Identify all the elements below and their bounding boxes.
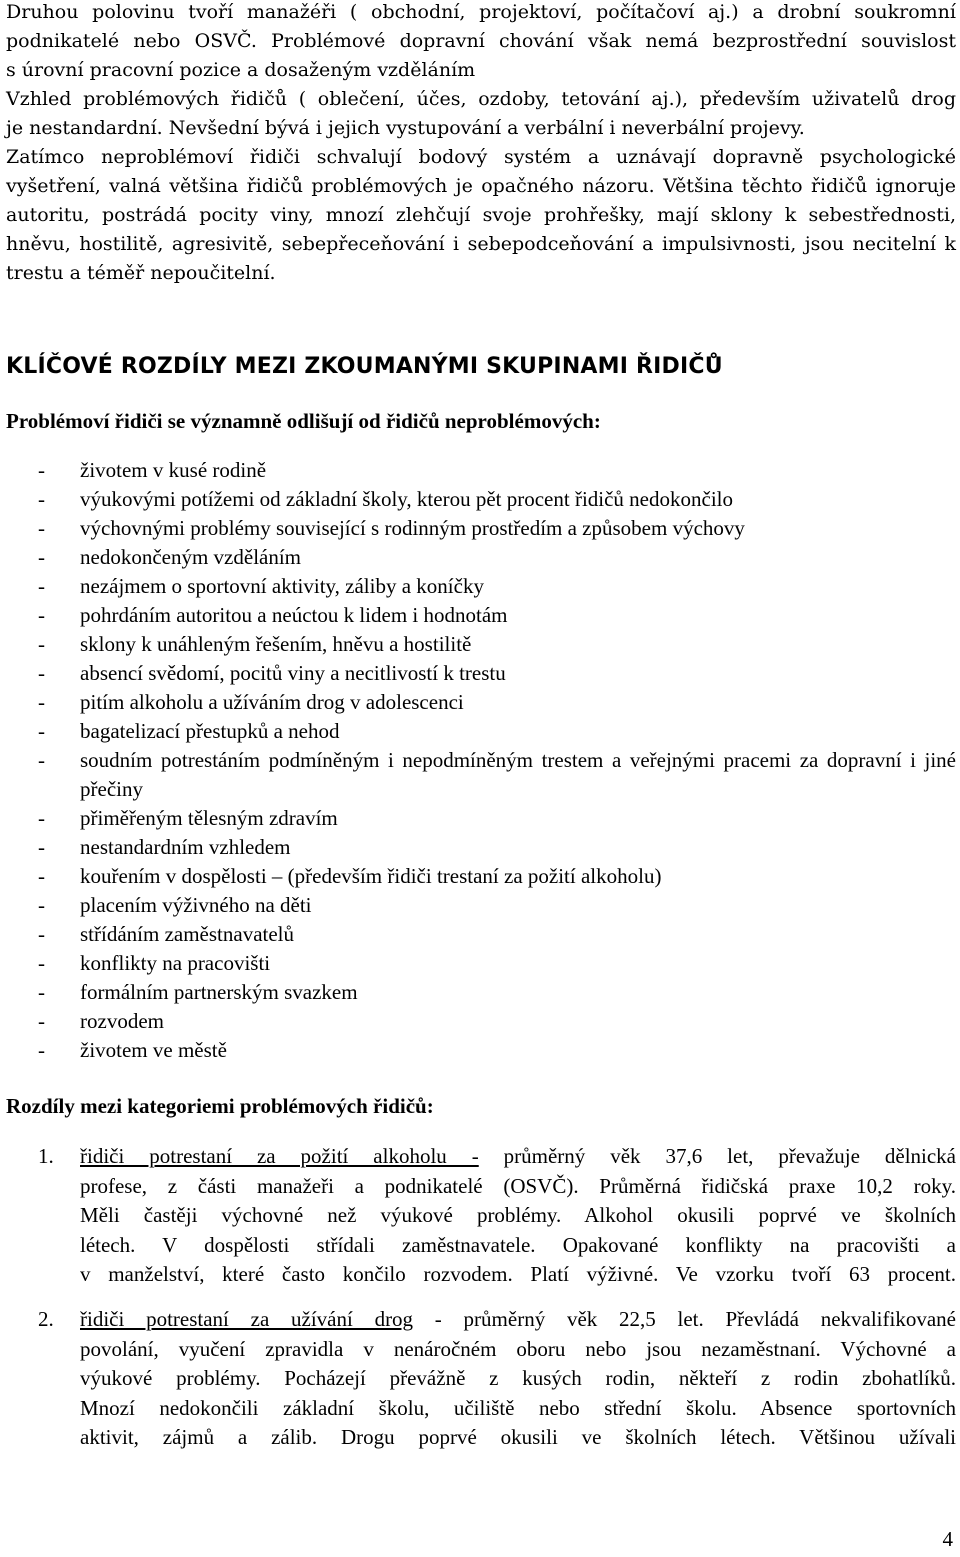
category-item: 1. řidiči potrestaní za požití alkoholu - průměrný věk 37,6 let, převažuje dělnická [0,1142,956,1172]
page-number: 4 [942,1527,953,1551]
category-title: řidiči potrestaní za užívání drog [80,1307,414,1331]
list-item: - životem ve městě [38,1038,227,1062]
item-number: 2. [38,1307,54,1331]
differences-list [0,456,960,1065]
list-item: - placením výživného na děti [38,893,312,917]
list-item: - výukovými potížemi od základní školy, kterou pět procent řidičů nedokončilo [38,487,733,511]
list-item: - nestandardním vzhledem [38,835,291,859]
categories-heading: Rozdíly mezi kategoriemi problémových řidičů: [6,1094,434,1118]
list-item: - bagatelizací přestupků a nehod [38,719,340,743]
category-line: létech. V dospělosti střídali zaměstnavatele. Opakované konflikty na pracovišti a [80,1232,956,1257]
list-item: - absencí svědomí, pocitů viny a necitlivostí k trestu [38,661,506,685]
intro-line: Vzhled problémových řidičů ( oblečení, účes, ozdoby, tetování aj.), především uživatelů drog [6,88,956,110]
list-item: - pitím alkoholu a užíváním drog v adolescenci [38,690,464,714]
intro-line: podnikatelé nebo OSVČ. Problémové dopravní chování však nemá bezprostřední souvislost [6,30,956,52]
list-item: - životem v kusé rodině [38,458,267,482]
category-line: profese, z části manažeři a podnikatelé (OSVČ). Průměrná řidičská praxe 10,2 roky. [80,1173,956,1198]
intro-line: je nestandardní. Nevšední bývá i jejich vystupování a verbální i neverbální projevy. [6,117,805,139]
differences-heading: Problémoví řidiči se významně odlišují od řidičů neproblémových: [6,409,601,433]
intro-paragraph: Zatímco neproblémoví řidiči schvalují bodový systém a uznávají dopravně psychologické vyšetření, valná většina řidičů problémových je opačného názoru. Většina těchto řidičů ignoruje autoritu, postrádá pocity viny, mnozí zlehčují svoje prohřešky, mají sklony k sebestřednosti, hněvu, hostilitě, agresivitě, sebepřeceňování i sebepodceňování a impulsivnosti, jsou necitelní k trestu a téměř nepoučitelní. [6,146,956,284]
category-item: 2. řidiči potrestaní za užívání drog - průměrný věk 22,5 let. Převládá nekvalifikované [0,1305,956,1335]
category-line: Měli častěji výchovné než výukové problémy. Alkohol okusili poprvé ve školních [80,1203,956,1227]
category-line: aktivit, zájmů a zálib. Drogu poprvé okusili ve školních létech. Většinou užívali [80,1425,956,1449]
list-item: - rozvodem [38,1009,164,1033]
list-item: - nezájmem o sportovní aktivity, záliby a koníčky [38,574,484,598]
list-item: - pohrdáním autoritou a neúctou k lidem i hodnotám [38,603,508,627]
category-line: výukové problémy. Pocházejí převážně z kusých rodin, někteří z rodin zbohatlíků. [80,1366,956,1390]
list-item: - kouřením v dospělosti – (především řidiči trestaní za požití alkoholu) [38,864,662,888]
list-item: - přiměřeným tělesným zdravím [38,806,338,830]
intro-section [6,0,956,288]
list-item: - soudním potrestáním podmíněným i nepodmíněným trestem a veřejnými pracemi za dopravní i jiné přečiny [38,748,956,801]
list-item: - střídáním zaměstnavatelů [38,922,295,946]
categories-list [0,1142,960,1290]
category-line: povolání, vyučení zpravidla v nenáročném oboru nebo jsou nezaměstnaní. Výchovné a [80,1336,956,1361]
intro-line: Druhou polovinu tvoří manažéři ( obchodní, projektoví, počítačoví aj.) a drobní soukromní [6,1,956,23]
categories-list-2 [0,1305,960,1453]
category-line: Mnozí nedokončili základní školu, učiliště nebo střední školu. Absence sportovních [80,1395,956,1420]
list-item: - konflikty na pracovišti [38,951,271,975]
list-item: - sklony k unáhleným řešením, hněvu a hostilitě [38,632,472,656]
category-line: v manželství, které často končilo rozvodem. Platí výživné. Ve vzorku tvoří 63 procent. [80,1262,956,1286]
intro-line: s úrovní pracovní pozice a dosaženým vzděláním [6,59,476,81]
section-heading: KLÍČOVÉ ROZDÍLY MEZI ZKOUMANÝMI SKUPINAMI ŘIDIČŮ [6,354,723,379]
list-item: - výchovnými problémy související s rodinným prostředím a způsobem výchovy [38,516,745,540]
list-item: - nedokončeným vzděláním [38,545,302,569]
item-number: 1. [38,1144,54,1168]
list-item: - formálním partnerským svazkem [38,980,358,1004]
category-title: řidiči potrestaní za požití alkoholu - [80,1144,479,1168]
